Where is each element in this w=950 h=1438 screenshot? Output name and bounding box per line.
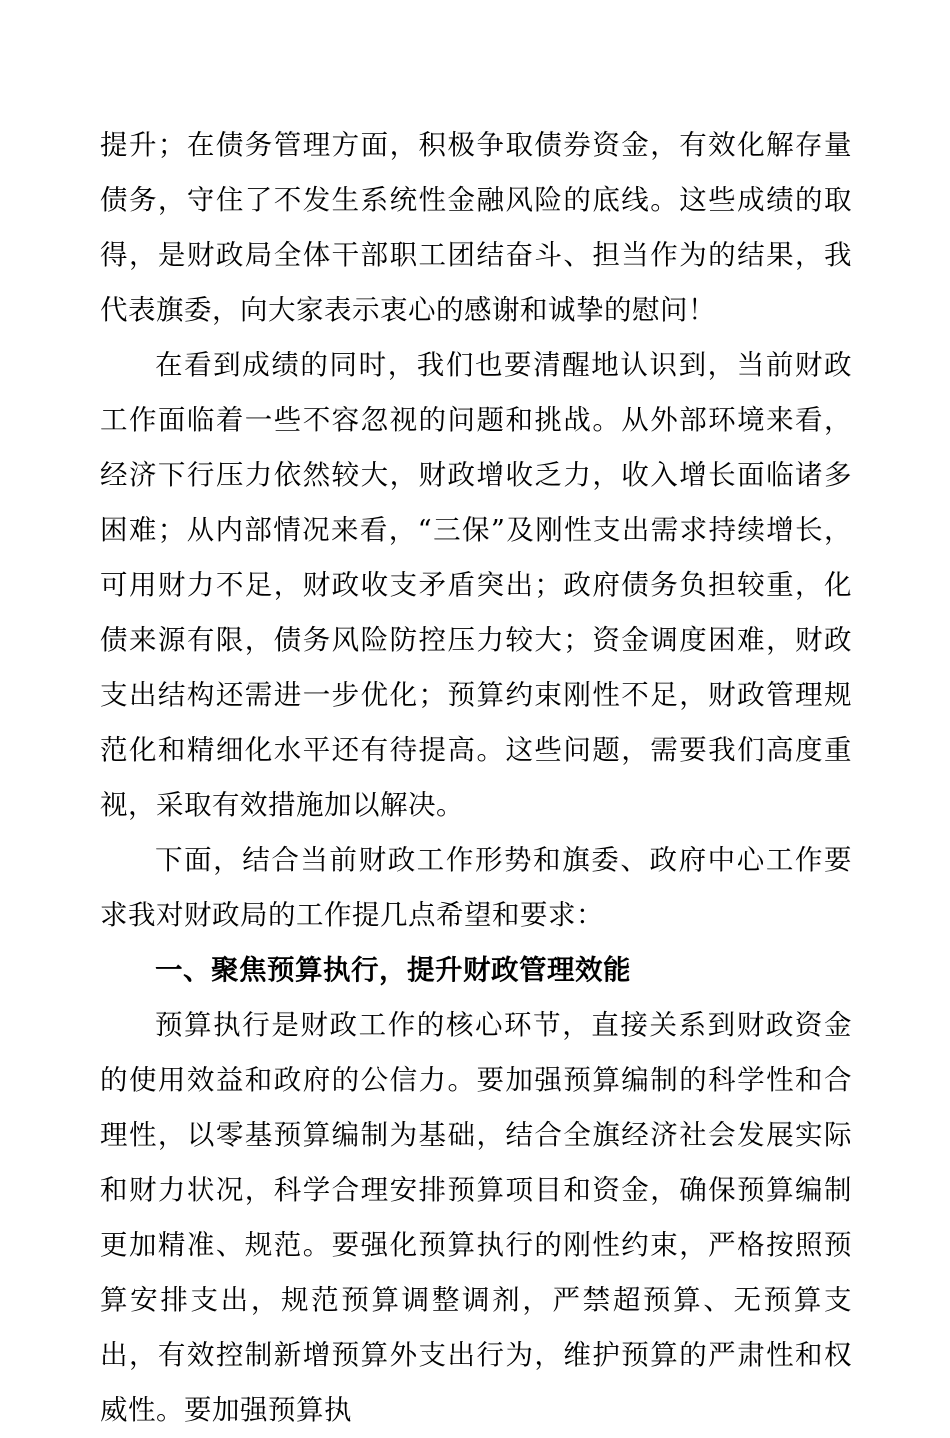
section-heading-1: 一、聚焦预算执行，提升财政管理效能: [155, 954, 631, 986]
paragraph-budget-execution: 预算执行是财政工作的核心环节，直接关系到财政资金的使用效益和政府的公信力。要加强预算编制的科学性和合理性，以零基预算编制为基础，结合全旗经济社会发展实际和财力状况，科学合理安排预算项目和资金，确保预算编制更加精准、规范。要强化预算执行的刚性约束，严格按照预算安排支出，规范预算调整调剂，严禁超预算、无预算支出，有效控制新增预算外支出行为，维护预算的严肃性和权威性。要加强预算执: [100, 1009, 852, 1426]
paragraph-challenges: 在看到成绩的同时，我们也要清醒地认识到，当前财政工作面临着一些不容忽视的问题和挑战。从外部环境来看，经济下行压力依然较大，财政增收乏力，收入增长面临诸多困难；从内部情况来看，“三保”及刚性支出需求持续增长，可用财力不足，财政收支矛盾突出；政府债务负担较重，化债来源有限，债务风险防控压力较大；资金调度困难，财政支出结构还需进一步优化；预算约束刚性不足，财政管理规范化和精细化水平还有待提高。这些问题，需要我们高度重视，采取有效措施加以解决。: [100, 349, 852, 821]
document-body: [100, 118, 852, 1438]
paragraph-continued: 提升；在债务管理方面，积极争取债券资金，有效化解存量债务，守住了不发生系统性金融风险的底线。这些成绩的取得，是财政局全体干部职工团结奋斗、担当作为的结果，我代表旗委，向大家表示衷心的感谢和诚挚的慰问！: [100, 129, 852, 326]
paragraph-transition: 下面，结合当前财政工作形势和旗委、政府中心工作要求我对财政局的工作提几点希望和要求：: [100, 844, 852, 931]
